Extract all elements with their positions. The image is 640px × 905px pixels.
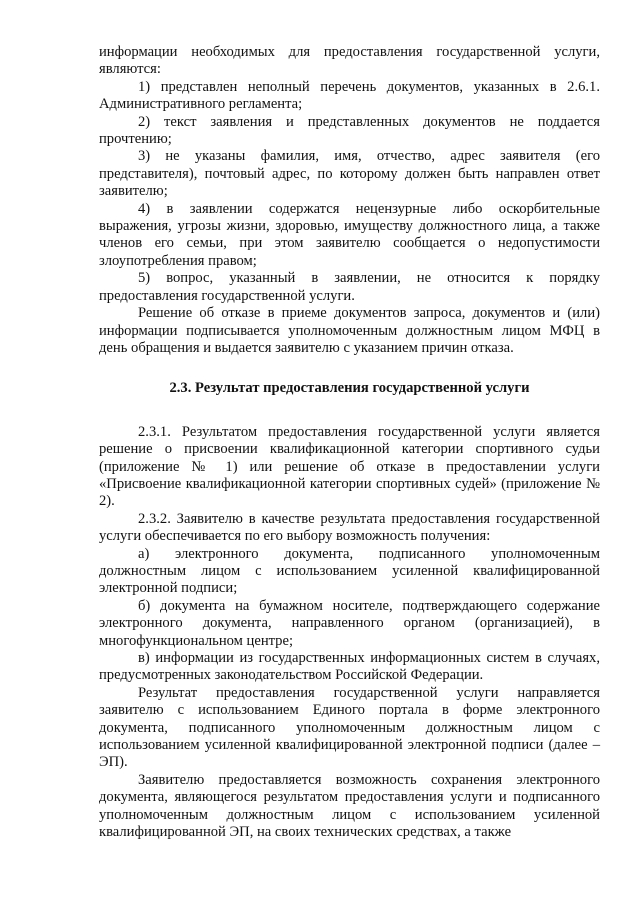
refusal-reason-2: 2) текст заявления и представленных документов не поддается прочтению;	[99, 113, 600, 148]
result-paragraph-2-3-2: 2.3.2. Заявителю в качестве результата предоставления государственной услуги обеспечивается по его выбору возможность получения:	[99, 510, 600, 545]
result-option-c: в) информации из государственных информационных систем в случаях, предусмотренных законодательством Российской Федерации.	[99, 650, 600, 684]
result-saving-paragraph: Заявителю предоставляется возможность сохранения электронного документа, являющегося результатом предоставления услуги и подписанного уполномоченным должностным лицом с использованием усиленной квалифицированной ЭП, на своих технических средствах, а также	[99, 771, 600, 841]
result-option-b: б) документа на бумажном носителе, подтверждающего содержание электронного документа, направленного органом (организацией), в многофункциональном центре;	[99, 597, 600, 649]
result-paragraph-2-3-1: 2.3.1. Результатом предоставления государственной услуги является решение о присвоении квалификационной категории спортивного судьи (приложение № 1) или решение об отказе в предоставлении услуги «Присвоение квалификационной категории спортивных судей» (приложение № 2).	[99, 423, 600, 510]
refusal-reason-3: 3) не указаны фамилия, имя, отчество, адрес заявителя (его представителя), почтовый адрес, по которому должен быть направлен ответ заявителю;	[99, 148, 600, 200]
refusal-decision-paragraph: Решение об отказе в приеме документов запроса, документов и (или) информации подписывается уполномоченным должностным лицом МФЦ в день обращения и выдается заявителю с указанием причин отказа.	[99, 305, 600, 356]
result-delivery-paragraph: Результат предоставления государственной услуги направляется заявителю с использованием Единого портала в форме электронного документа, подписанного уполномоченным должностным лицом с использованием усиленной квалифицированной электронной подписи (далее – ЭП).	[99, 684, 600, 771]
refusal-reason-5: 5) вопрос, указанный в заявлении, не относится к порядку предоставления государственной услуги.	[99, 270, 600, 304]
document-page	[99, 44, 600, 841]
refusal-reason-1: 1) представлен неполный перечень документов, указанных в 2.6.1. Административного регламента;	[99, 78, 600, 113]
section-heading: 2.3. Результат предоставления государственной услуги	[169, 380, 530, 397]
intro-paragraph: информации необходимых для предоставления государственной услуги, являются:	[99, 44, 600, 78]
result-option-a: а) электронного документа, подписанного уполномоченным должностным лицом с использованием усиленной квалифицированной электронной подписи;	[99, 545, 600, 597]
refusal-reason-4: 4) в заявлении содержатся нецензурные либо оскорбительные выражения, угрозы жизни, здоровью, имуществу должностного лица, а также членов его семьи, при этом заявителю сообщается о недопустимости злоупотребления правом;	[99, 200, 600, 269]
